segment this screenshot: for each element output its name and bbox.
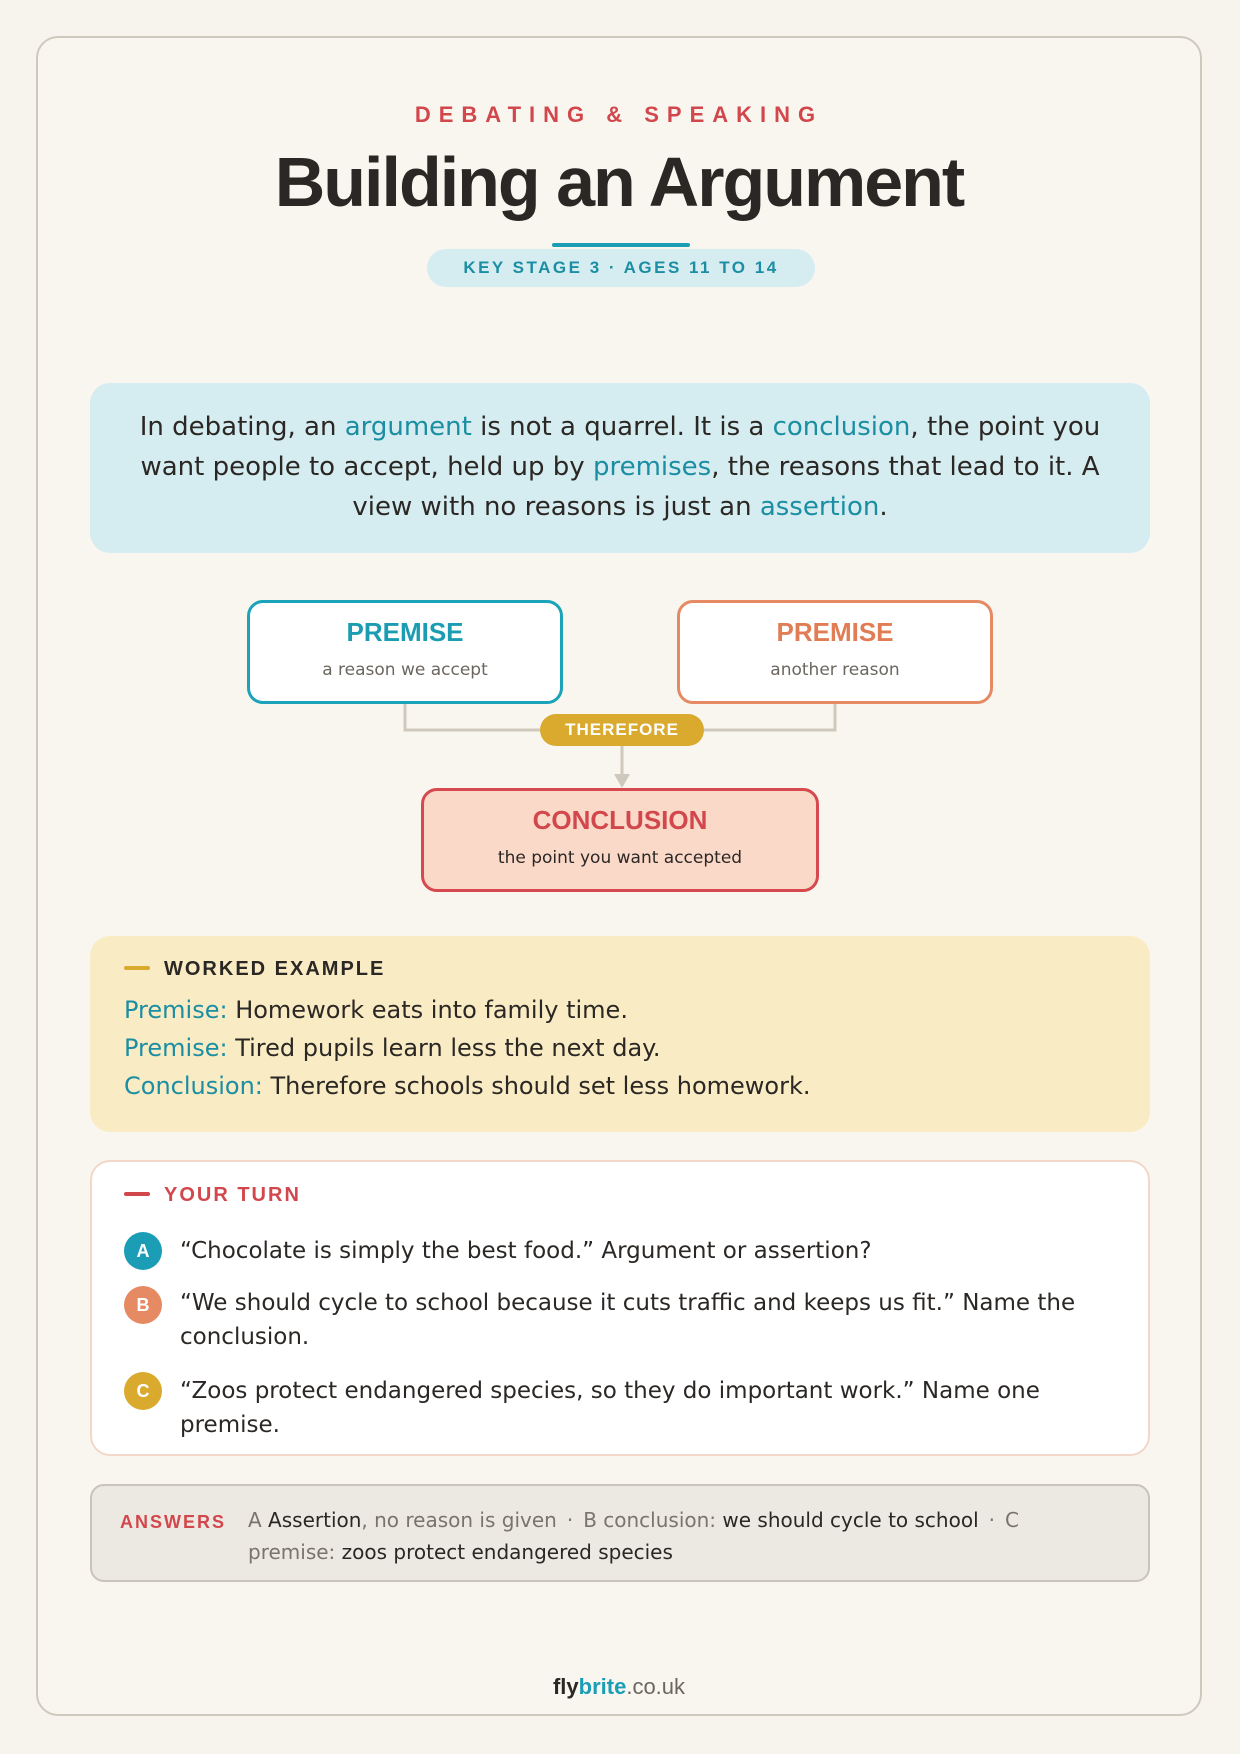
eyebrow: DEBATING & SPEAKING — [414, 102, 824, 127]
worked-heading-text: WORKED EXAMPLE — [164, 958, 386, 980]
answer-c: zoos protect endangered species — [341, 1540, 673, 1564]
intro-text: . — [879, 492, 888, 522]
answers-text — [248, 1504, 1108, 1568]
premise-title: PREMISE — [776, 617, 894, 647]
connector-right — [704, 704, 835, 730]
answer-a-rest: , no reason is given — [361, 1508, 557, 1532]
answer-a: Assertion — [268, 1508, 362, 1532]
page-title: Building an Argument — [274, 143, 964, 221]
worked-example-panel — [90, 936, 1150, 1132]
example-label: Premise: — [124, 1034, 228, 1062]
example-label: Conclusion: — [124, 1072, 263, 1100]
stage-badge: KEY STAGE 3 · AGES 11 TO 14 — [427, 249, 815, 287]
footer-link[interactable] — [38, 1674, 1200, 1700]
intro-text: , the reasons that lead to it. A view with no reasons is just an — [352, 452, 1100, 522]
conclusion-title: CONCLUSION — [532, 805, 708, 835]
footer-brand-fly: fly — [552, 1674, 579, 1699]
your-turn-heading — [124, 1184, 301, 1207]
connector-left — [405, 704, 540, 730]
example-line — [124, 1072, 810, 1100]
your-turn-panel — [90, 1160, 1150, 1456]
dash-icon — [124, 966, 150, 970]
example-text: Therefore schools should set less homework. — [262, 1072, 811, 1100]
keyword-premises: premises — [592, 452, 712, 482]
question-c: “Zoos protect endangered species, so they do important work.” Name one premise. — [180, 1378, 1040, 1438]
answer-c-prefix: C premise: — [248, 1508, 1019, 1564]
example-line — [124, 996, 628, 1024]
keyword-argument: argument — [344, 412, 472, 442]
premise-box-1 — [247, 600, 563, 704]
question-badge-b: B — [124, 1286, 162, 1324]
footer-domain: .co.uk — [626, 1674, 686, 1699]
answers-label: ANSWERS — [120, 1512, 227, 1532]
question-badge-a: A — [124, 1232, 162, 1270]
answer-separator: · — [566, 1508, 574, 1532]
answer-a-prefix: A — [248, 1508, 269, 1532]
question-b: “We should cycle to school because it cuts traffic and keeps us fit.” Name the conclusion. — [180, 1290, 1076, 1350]
worked-example-heading — [124, 958, 385, 981]
premise-subtitle: another reason — [770, 660, 900, 680]
therefore-badge: THEREFORE — [540, 714, 704, 746]
premise-title: PREMISE — [346, 617, 464, 647]
example-label: Premise: — [124, 996, 228, 1024]
intro-text: is not a quarrel. It is a — [471, 412, 773, 442]
intro-text: In debating, an — [139, 412, 345, 442]
your-turn-heading-text: YOUR TURN — [164, 1184, 301, 1206]
keyword-conclusion: conclusion — [772, 412, 911, 442]
arrow-down-icon — [614, 774, 630, 788]
premise-box-2 — [677, 600, 993, 704]
example-text: Tired pupils learn less the next day. — [227, 1034, 661, 1062]
keyword-assertion: assertion — [759, 492, 880, 522]
intro-text: , the point you want people to accept, held up by — [140, 412, 1101, 482]
answers-panel — [90, 1484, 1150, 1582]
answer-separator: · — [988, 1508, 995, 1532]
dash-icon — [124, 1192, 150, 1196]
conclusion-box — [421, 788, 819, 892]
conclusion-subtitle: the point you want accepted — [497, 848, 743, 868]
example-text: Homework eats into family time. — [227, 996, 628, 1024]
worksheet-page — [36, 36, 1202, 1716]
answer-b-prefix: B conclusion: — [583, 1508, 723, 1532]
example-line — [124, 1034, 661, 1062]
footer-brand-brite: brite — [578, 1674, 627, 1699]
answer-b: we should cycle to school — [722, 1508, 979, 1532]
question-badge-c: C — [124, 1372, 162, 1410]
premise-subtitle: a reason we accept — [322, 660, 488, 680]
question-a: “Chocolate is simply the best food.” Argument or assertion? — [180, 1238, 872, 1264]
